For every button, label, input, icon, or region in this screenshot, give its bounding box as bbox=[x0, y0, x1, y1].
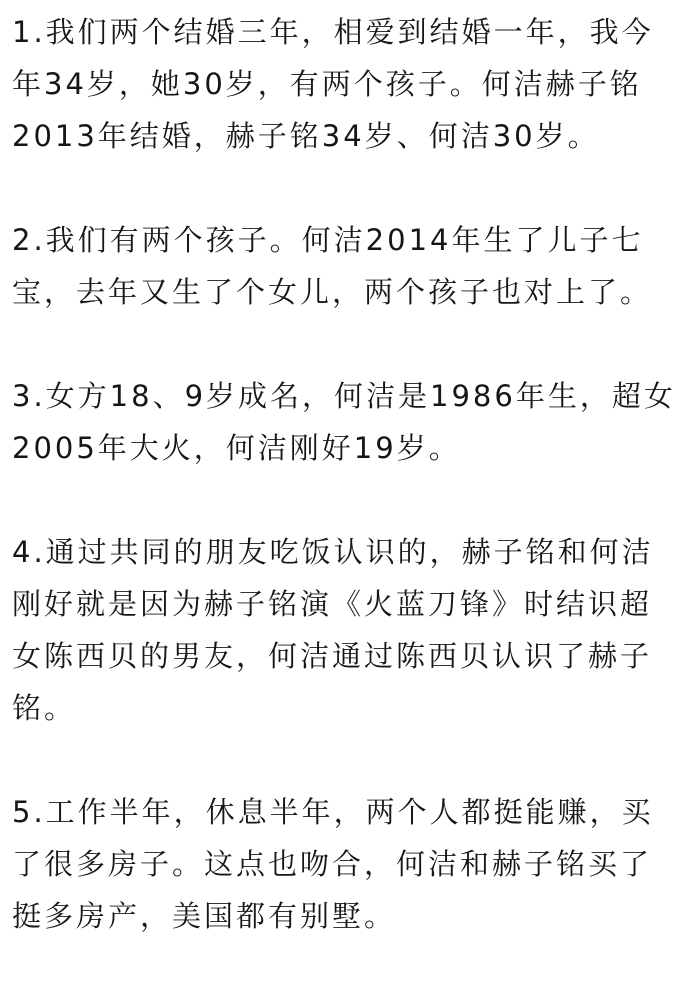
paragraph-5: 5.工作半年，休息半年，两个人都挺能赚，买了很多房子。这点也吻合，何洁和赫子铭买了挺多房产，美国都有别墅。 bbox=[12, 795, 654, 933]
paragraph-3: 3.女方18、9岁成名，何洁是1986年生，超女2005年大火，何洁刚好19岁。 bbox=[12, 379, 676, 465]
paragraph-1: 1.我们两个结婚三年，相爱到结婚一年，我今年34岁，她30岁，有两个孩子。何洁赫子铭2013年结婚，赫子铭34岁、何洁30岁。 bbox=[12, 15, 654, 153]
paragraph-4: 4.通过共同的朋友吃饭认识的，赫子铭和何洁刚好就是因为赫子铭演《火蓝刀锋》时结识超女陈西贝的男友，何洁通过陈西贝认识了赫子铭。 bbox=[12, 535, 654, 725]
paragraph-2: 2.我们有两个孩子。何洁2014年生了儿子七宝，去年又生了个女儿，两个孩子也对上了。 bbox=[12, 223, 653, 309]
